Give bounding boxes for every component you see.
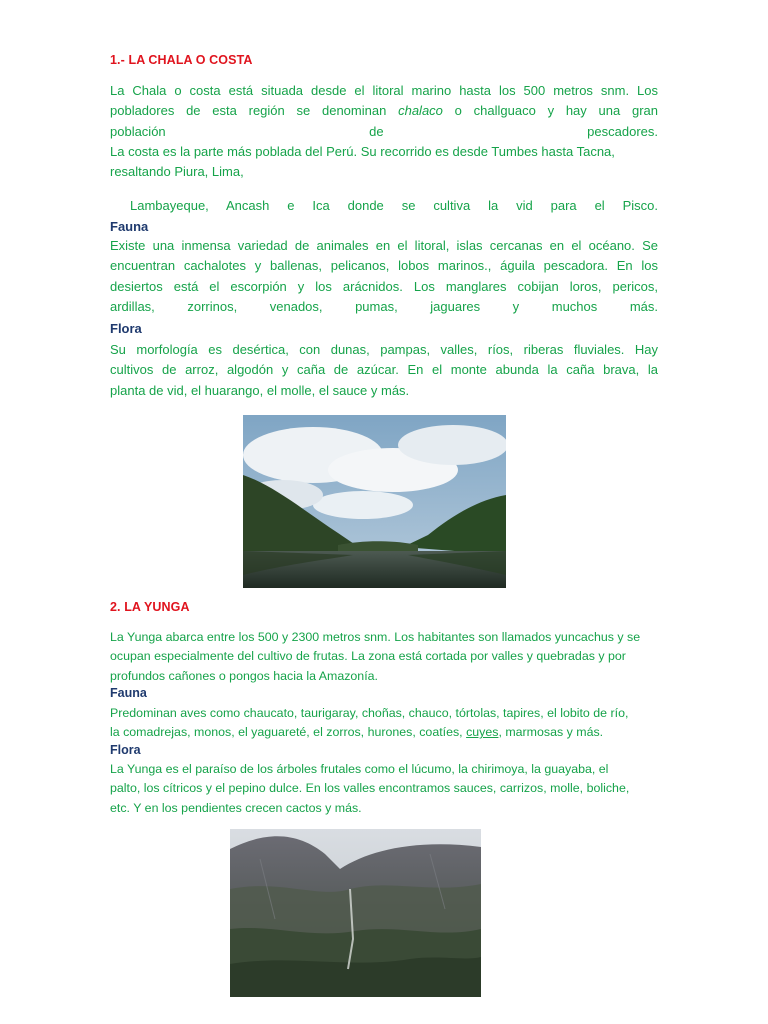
section1-intro-line-2 [110,101,658,121]
line2-em: chalaco [398,103,443,119]
yunga-mountains-photo [230,829,481,997]
line2-post: o challguaco y hay una gran [454,103,658,119]
fauna-line2-pre: la comadrejas, monos, el yaguareté, el zorros, hurones, coatíes, [110,725,463,740]
coast-lagoon-photo [243,415,506,588]
section1-intro-line-4: La costa es la parte más poblada del Perú. Su recorrido es desde Tumbes hasta Tacna, [110,143,615,159]
regions-line: Lambayeque, Ancash e Ica donde se cultiva la vid para el Pisco. [130,198,658,213]
flora-line-2: cultivos de arroz, algodón y caña de azúcar. En el monte abunda la caña brava, la [110,362,658,378]
fauna-line-4: ardillas, zorrinos, venados, pumas, jaguares y muchos más. [110,298,658,314]
section2-intro-line-1: La Yunga abarca entre los 500 y 2300 metros snm. Los habitantes son llamados yuncachus y se [110,630,641,644]
flora-line-3: planta de vid, el huarango, el molle, el sauce y más. [110,382,410,398]
section2-title: 2. LA YUNGA [110,600,190,614]
fauna-line-1: Existe una inmensa variedad de animales en el litoral, islas cercanas en el océano. Se [110,238,658,253]
section1-fauna-label: Fauna [110,219,149,234]
yunga-mountains-illustration [230,829,481,997]
cuyes-link[interactable]: cuyes [466,725,499,740]
section1-intro-line-1: La Chala o costa está situada desde el litoral marino hasta los 500 metros snm. Los [110,83,658,98]
coast-lagoon-illustration [243,415,506,588]
section1-title: 1.- LA CHALA O COSTA [110,53,253,67]
section1-intro-line-5: resaltando Piura, Lima, [110,164,244,180]
section2-fauna-label: Fauna [110,686,147,700]
section1-intro [110,81,658,182]
section2-intro-line-2: ocupan especialmente del cultivo de frutas. La zona está cortada por valles y quebradas y por [110,649,626,664]
section2-fauna-text [110,704,658,743]
section2-flora-text [110,760,658,818]
section2-flora-line-3: etc. Y en los pendientes crecen cactos y más. [110,800,362,815]
section2-flora-label: Flora [110,743,141,757]
flora-line-1: Su morfología es desértica, con dunas, pampas, valles, ríos, riberas fluviales. Hay [110,342,658,357]
line2-pre: pobladores de esta región se denominan [110,103,387,119]
section2-fauna-line-2 [110,723,658,742]
fauna-line-2: encuentran cachalotes y ballenas, pelicanos, lobos marinos., águila pescadora. En los [110,258,658,274]
section1-fauna-text [110,236,658,317]
fauna-line2-post: , marmosas y más. [498,725,604,740]
section2-flora-line-2: palto, los cítricos y el pepino dulce. En los valles encontramos sauces, carrizos, molle, boliche, [110,781,630,796]
section1-flora-label: Flora [110,321,142,336]
section2-flora-line-1: La Yunga es el paraíso de los árboles frutales como el lúcumo, la chirimoya, la guayaba, el [110,762,609,776]
section2-fauna-line-1: Predominan aves como chaucato, taurigaray, choñas, chauco, tórtolas, tapires, el lobito de río, [110,706,629,720]
section2-intro-line-3: profundos cañones o pongos hacia la Amazonía. [110,668,378,683]
fauna-line-3: desiertos está el escorpión y los arácnidos. Los manglares cobijan loros, pericos, [110,278,658,294]
section2-intro [110,628,658,686]
section1-regions [130,196,658,216]
section1-intro-line-3: población de pescadores. [110,123,658,139]
section1-flora-text [110,340,658,401]
